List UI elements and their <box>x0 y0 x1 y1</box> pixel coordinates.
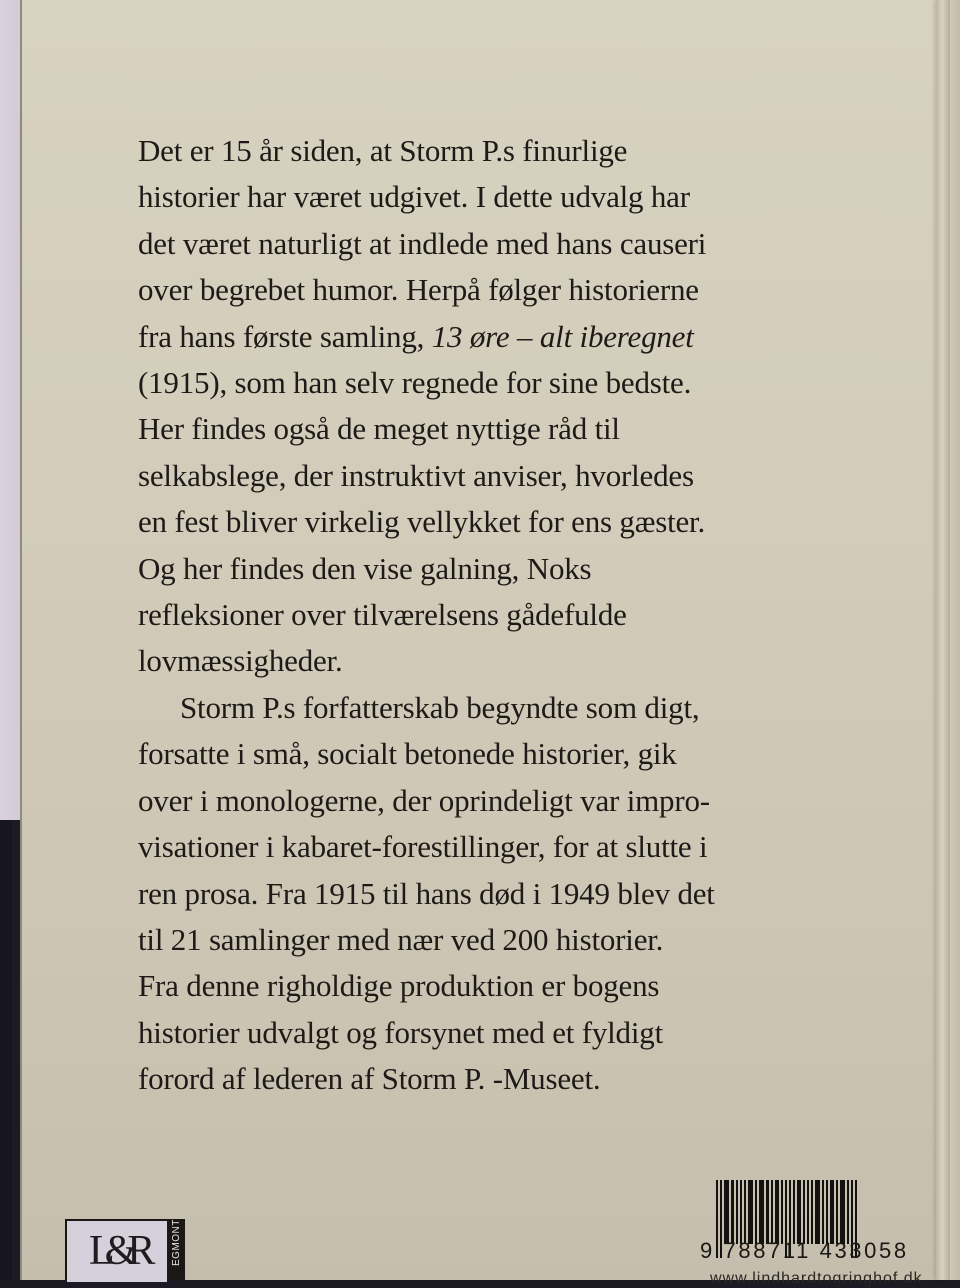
lr-logo-mark: L&R <box>89 1228 146 1274</box>
spine-edge <box>950 0 960 1280</box>
blurb-line: Fra denne righoldige produktion er bogens <box>138 968 660 1004</box>
background-dark-surface <box>0 820 12 1280</box>
blurb-line-text: fra hans første samling, <box>138 318 432 354</box>
blurb-line: Her findes også de meget nyttige råd til <box>138 411 620 447</box>
blurb-line: Og her findes den vise galning, Noks <box>138 550 592 586</box>
publisher-logo <box>65 1219 185 1280</box>
blurb-line: refleksioner over tilværelsens gådefulde <box>138 597 627 633</box>
book-title-italic: 13 øre – alt iberegnet <box>431 318 694 354</box>
blurb-line: over begrebet humor. Herpå følger historierne <box>138 272 699 308</box>
isbn-number: 9 788711 433058 <box>700 1238 909 1263</box>
logo-box <box>67 1221 167 1282</box>
blurb-line: (1915), som han selv regnede for sine bedste. <box>138 365 692 401</box>
blurb-line: til 21 samlinger med nær ved 200 historier. <box>138 921 664 957</box>
blurb-line: Storm P.s forfatterskab begyndte som digt, <box>180 689 700 725</box>
blurb-line <box>138 314 818 360</box>
blurb-line: over i monologerne, der oprindeligt var impro- <box>138 782 710 818</box>
blurb-line: forsatte i små, socialt betonede historier, gik <box>138 736 677 772</box>
blurb-line: ren prosa. Fra 1915 til hans død i 1949 blev det <box>138 875 715 911</box>
blurb-text <box>138 128 818 1103</box>
blurb-line: visationer i kabaret-forestillinger, for at slutte i <box>138 829 708 865</box>
blurb-line: lovmæssigheder. <box>138 643 343 679</box>
blurb-line: historier har været udgivet. I dette udvalg har <box>138 179 690 215</box>
isbn-barcode <box>700 1176 930 1287</box>
egmont-label: EGMONT <box>171 1219 182 1266</box>
blurb-line: selkabslege, der instruktivt anviser, hvorledes <box>138 457 694 493</box>
publisher-url: www.lindhardtogringhof.dk <box>710 1270 923 1287</box>
blurb-line: forord af lederen af Storm P. -Museet. <box>138 1061 601 1097</box>
blurb-line: en fest bliver virkelig vellykket for ens gæster. <box>138 504 705 540</box>
blurb-paragraph-2 <box>138 685 818 1103</box>
blurb-line: Det er 15 år siden, at Storm P.s finurlige <box>138 133 628 168</box>
blurb-line: det været naturligt at indlede med hans causeri <box>138 225 707 261</box>
spine-fold <box>936 0 950 1280</box>
blurb-line: historier udvalgt og forsynet med et fyldigt <box>138 1014 663 1050</box>
blurb-paragraph-1 <box>138 128 818 685</box>
